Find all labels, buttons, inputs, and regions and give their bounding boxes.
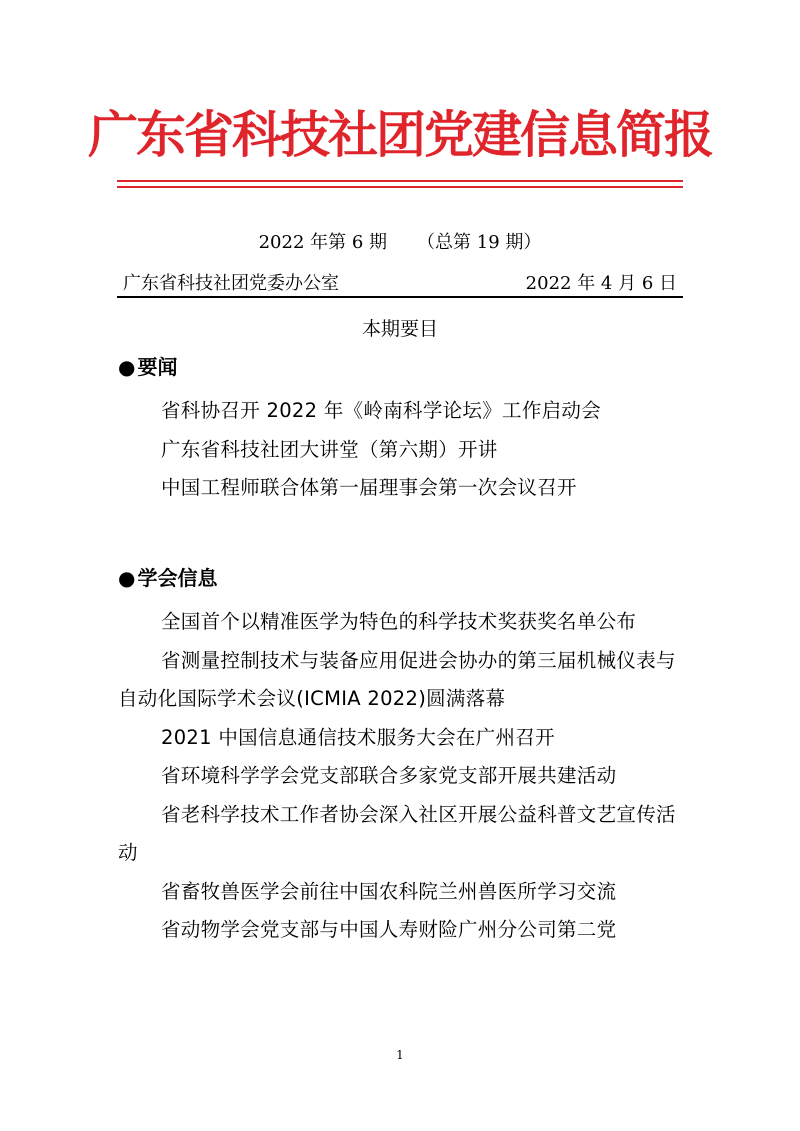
contents-item: 省畜牧兽医学会前往中国农科院兰州兽医所学习交流 [161, 879, 617, 903]
section-bullet: ● [118, 566, 136, 590]
page-number: 1 [396, 1048, 404, 1062]
issue-number: 2022 年第 6 期 [258, 232, 388, 253]
contents-item: 省环境科学学会党支部联合多家党支部开展共建活动 [161, 764, 617, 787]
contents-item: 省测量控制技术与装备应用促进会协办的第三届机械仪表与自动化国际学术会议(ICMIA 2022)圆满落幕 [118, 648, 676, 710]
publish-date: 2022 年 4 月 6 日 [525, 273, 677, 294]
contents-item: 省科协召开 2022 年《岭南科学论坛》工作启动会 [161, 399, 602, 422]
section-heading-label: 学会信息 [137, 566, 218, 590]
masthead-rule-top [117, 180, 683, 182]
masthead-rule-bottom [117, 186, 683, 188]
contents-item: 广东省科技社团大讲堂（第六期）开讲 [161, 437, 498, 461]
contents-title: 本期要目 [361, 318, 438, 340]
issue-total: （总第 19 期） [417, 232, 542, 253]
contents-item: 省动物学会党支部与中国人寿财险广州分公司第二党 [161, 918, 617, 941]
publisher-line [117, 272, 683, 298]
masthead-title: 广东省科技社团党建信息简报 [88, 106, 712, 164]
publisher-office: 广东省科技社团党委办公室 [123, 273, 339, 294]
contents-item: 省老科学技术工作者协会深入社区开展公益科普文艺宣传活动 [118, 802, 676, 864]
contents-item: 2021 中国信息通信技术服务大会在广州召开 [161, 725, 555, 749]
section-bullet: ● [118, 355, 136, 379]
contents-item: 中国工程师联合体第一届理事会第一次会议召开 [161, 476, 577, 499]
section-heading-label: 要闻 [137, 355, 178, 379]
section-heading-news [118, 354, 177, 380]
section-items-society-news [118, 603, 688, 950]
issue-line [0, 231, 800, 255]
section-items-news [118, 392, 688, 508]
contents-item: 全国首个以精准医学为特色的科学技术奖获奖名单公布 [161, 610, 637, 633]
section-heading-society-news [118, 565, 217, 591]
